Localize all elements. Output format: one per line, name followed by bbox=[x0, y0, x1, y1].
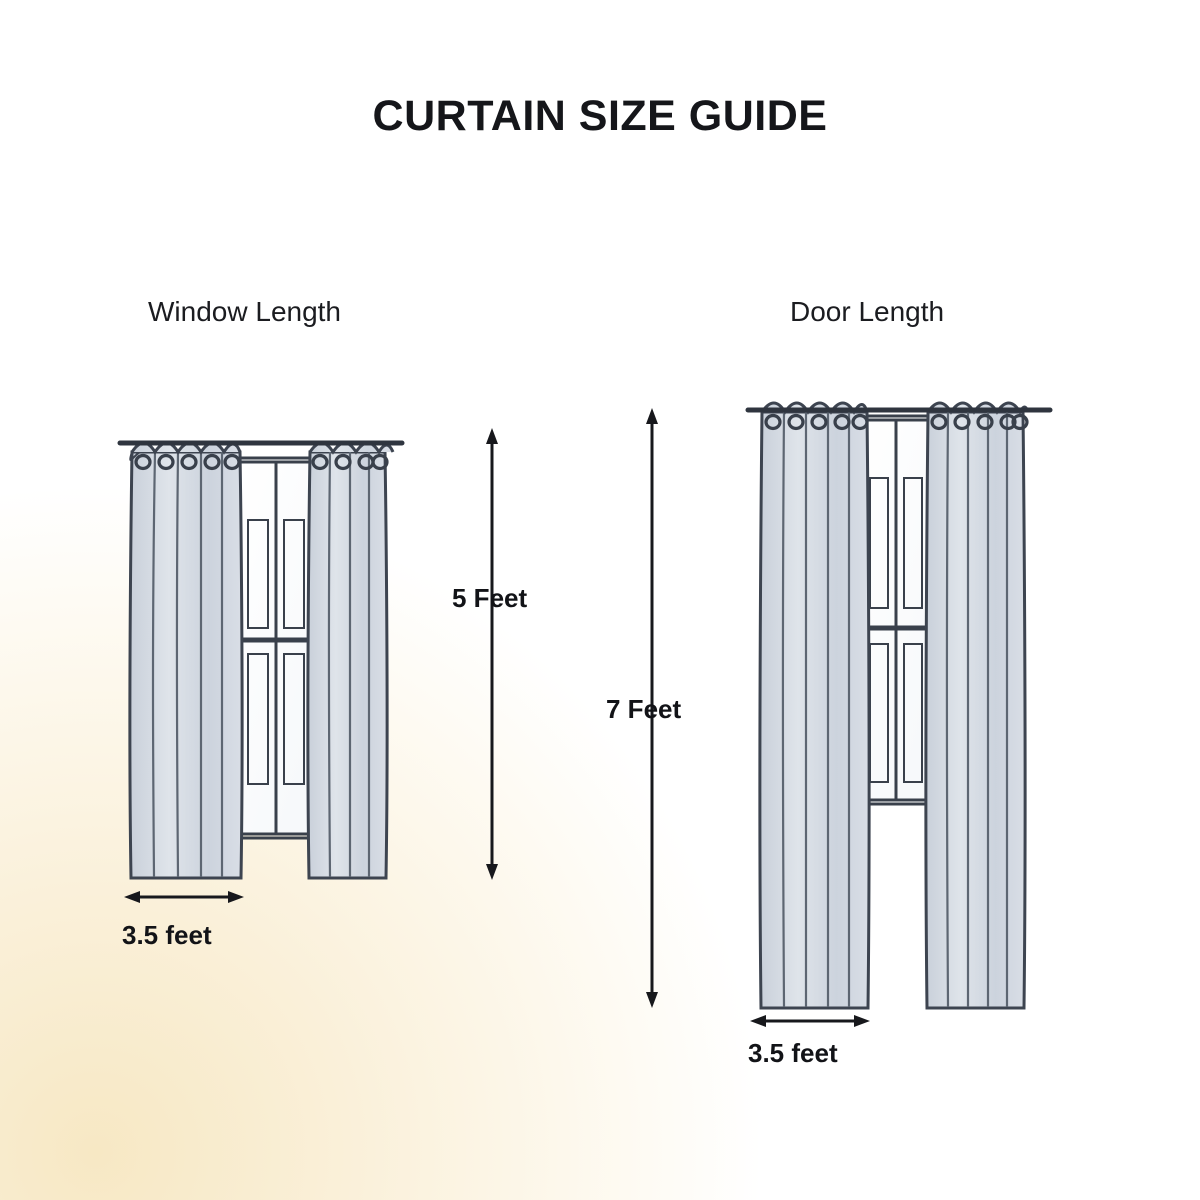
door-panel-label: Door Length bbox=[790, 296, 945, 327]
door-curtain-right bbox=[926, 403, 1028, 1008]
window-curtain-illustration bbox=[120, 428, 498, 903]
window-frame bbox=[236, 458, 316, 838]
window-panel-label: Window Length bbox=[148, 296, 342, 327]
window-width-label: 3.5 feet bbox=[122, 920, 212, 950]
door-height-label: 7 Feet bbox=[606, 694, 682, 724]
page-title: CURTAIN SIZE GUIDE bbox=[372, 92, 828, 140]
window-height-label: 5 Feet bbox=[452, 583, 528, 613]
door-width-dimension bbox=[750, 1015, 870, 1027]
window-curtain-right bbox=[308, 443, 393, 878]
door-curtain-illustration bbox=[646, 403, 1050, 1027]
window-width-dimension bbox=[124, 891, 244, 903]
door-width-label: 3.5 feet bbox=[748, 1038, 838, 1068]
window-height-dimension bbox=[486, 428, 498, 880]
window-curtain-left bbox=[130, 443, 242, 878]
door-curtain-left bbox=[760, 403, 869, 1008]
